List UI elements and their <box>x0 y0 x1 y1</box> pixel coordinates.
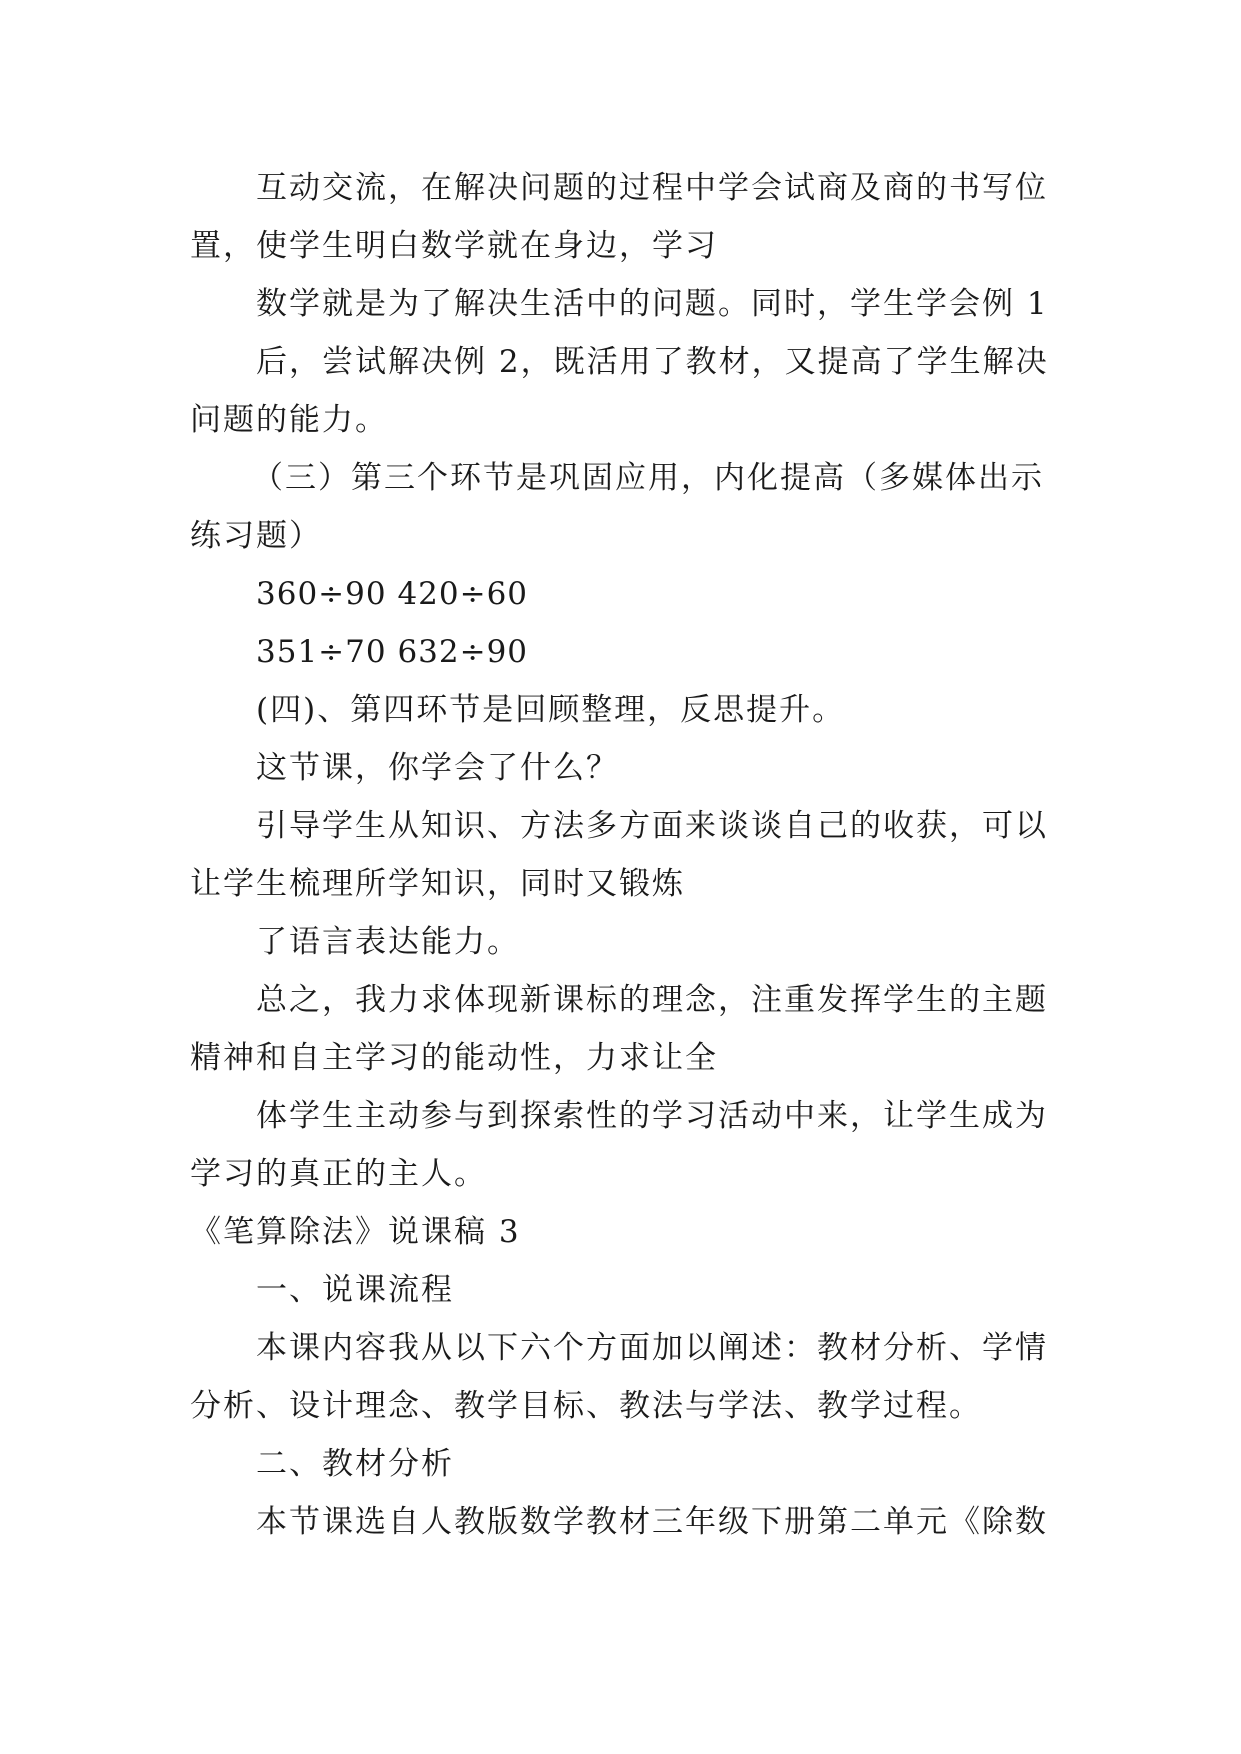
paragraph-line: 分析、设计理念、教学目标、教法与学法、教学过程。 <box>190 1388 982 1424</box>
paragraph-line: 后，尝试解决例 2，既活用了教材，又提高了学生解决 <box>256 344 1049 380</box>
section-heading-three: （三）第三个环节是巩固应用，内化提高（多媒体出示 <box>252 460 1044 496</box>
paragraph-line: 置，使学生明白数学就在身边，学习 <box>190 228 718 264</box>
paragraph-line: 数学就是为了解决生活中的问题。同时，学生学会例 1 <box>256 286 1049 322</box>
document-title: 《笔算除法》说课稿 3 <box>190 1214 521 1250</box>
paragraph-line: 本课内容我从以下六个方面加以阐述：教材分析、学情 <box>256 1330 1048 1366</box>
paragraph-line: 练习题） <box>190 518 322 554</box>
paragraph-line: 让学生梳理所学知识，同时又锻炼 <box>190 866 685 902</box>
paragraph-line: 互动交流，在解决问题的过程中学会试商及商的书写位 <box>256 170 1048 206</box>
paragraph-line: 这节课，你学会了什么？ <box>256 750 619 786</box>
paragraph-line: 本节课选自人教版数学教材三年级下册第二单元《除数 <box>256 1504 1048 1540</box>
section-heading-four: (四)、第四环节是回顾整理，反思提升。 <box>256 692 846 728</box>
paragraph-line: 总之，我力求体现新课标的理念，注重发挥学生的主题 <box>256 982 1048 1018</box>
exercise-line: 360÷90 420÷60 <box>256 576 529 612</box>
paragraph-line: 引导学生从知识、方法多方面来谈谈自己的收获，可以 <box>256 808 1048 844</box>
section-heading: 二、教材分析 <box>256 1446 454 1482</box>
paragraph-line: 了语言表达能力。 <box>256 924 520 960</box>
paragraph-line: 学习的真正的主人。 <box>190 1156 487 1192</box>
paragraph-line: 问题的能力。 <box>190 402 388 438</box>
paragraph-line: 体学生主动参与到探索性的学习活动中来，让学生成为 <box>256 1098 1048 1134</box>
section-heading: 一、说课流程 <box>256 1272 454 1308</box>
paragraph-line: 精神和自主学习的能动性，力求让全 <box>190 1040 718 1076</box>
exercise-line: 351÷70 632÷90 <box>256 634 529 670</box>
